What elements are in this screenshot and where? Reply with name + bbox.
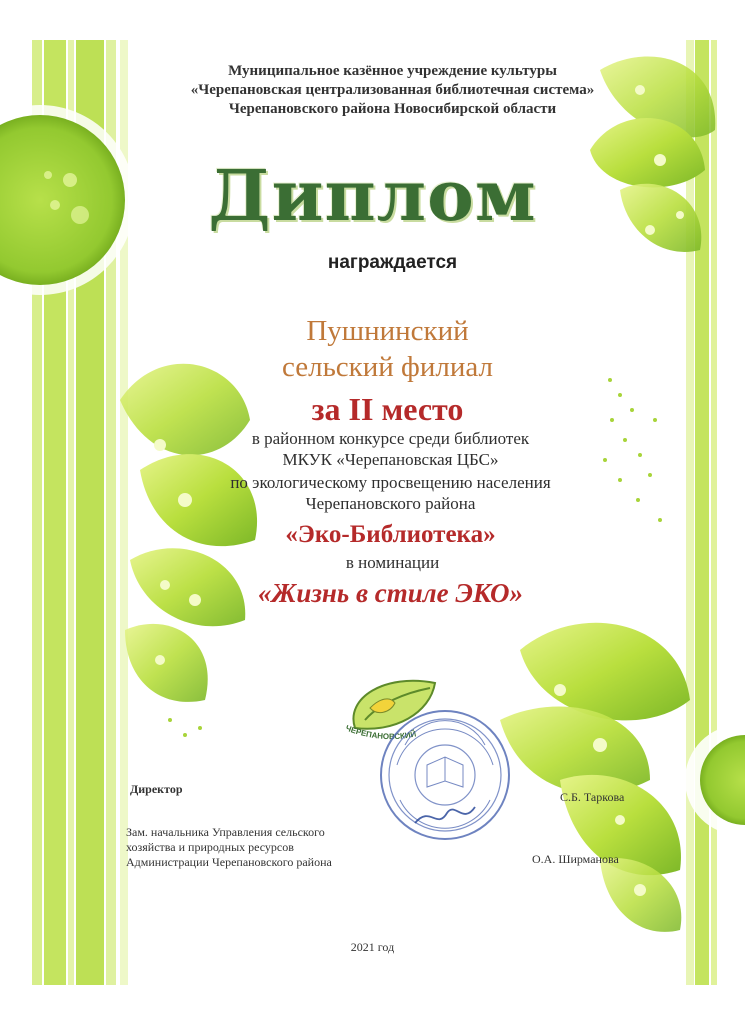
description-line-3: по экологическому просвещению населения (230, 473, 551, 492)
recipient-line-2: сельский филиал (282, 351, 493, 383)
director-title: Директор (130, 782, 183, 796)
description-line-2: МКУК «Черепановская ЦБС» (282, 450, 499, 469)
logo-text: ЧЕРЕПАНОВСКИЙ (344, 723, 417, 742)
description-line-1: в районном конкурсе среди библиотек (251, 429, 530, 448)
nomination-name: «Жизнь в стиле ЭКО» (258, 578, 523, 608)
contest-name: «Эко-Библиотека» (285, 521, 496, 548)
org-line-1: Муниципальное казённое учреждение культуры (228, 63, 557, 79)
awarded-label: награждается (327, 252, 458, 273)
deputy-title-line-1: Зам. начальника Управления сельского (126, 825, 325, 839)
diploma-title: Диплом (208, 154, 537, 237)
description-line-4: Черепановского района (305, 494, 476, 513)
official-stamp (375, 705, 515, 845)
deputy-title-line-2: хозяйства и природных ресурсов (126, 840, 294, 854)
deputy-title-line-3: Администрации Черепановского района (126, 855, 332, 869)
recipient-line-1: Пушнинский (306, 315, 469, 347)
place-text: за II место (311, 391, 464, 427)
deputy-name: О.А. Ширманова (532, 852, 619, 866)
org-line-2: «Черепановская централизованная библиотечная система» (190, 82, 595, 98)
issue-year: 2021 год (350, 940, 395, 954)
org-line-3: Черепановского района Новосибирской области (228, 101, 557, 117)
signature-scribble (415, 807, 475, 823)
nomination-label: в номинации (345, 553, 440, 572)
director-name: С.Б. Таркова (560, 790, 625, 804)
